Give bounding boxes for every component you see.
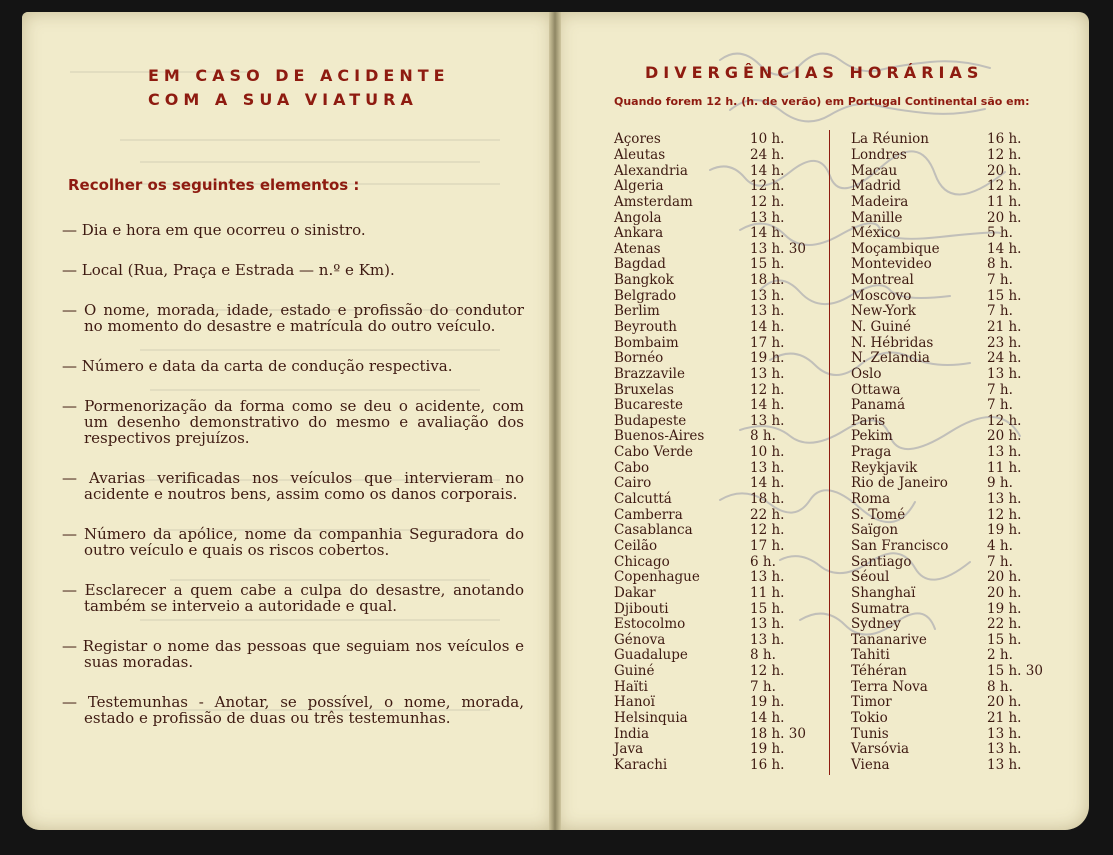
time-differences-title: DIVERGÊNCIAS HORÁRIAS xyxy=(645,63,984,82)
local-time: 2 h. xyxy=(987,647,1013,664)
place-name: Djibouti xyxy=(614,600,669,617)
local-time: 15 h. xyxy=(987,631,1022,648)
column-divider xyxy=(829,130,830,775)
accident-item: — Avarias verificadas nos veículos que intervieram no acidente e noutros bens, assim como os danos corporais. xyxy=(62,470,524,502)
place-name: La Réunion xyxy=(851,131,929,148)
time-row xyxy=(851,758,1057,774)
place-name: Aleutas xyxy=(614,146,666,163)
time-row xyxy=(851,460,1057,476)
local-time: 22 h. xyxy=(750,506,785,523)
time-row xyxy=(851,726,1057,742)
local-time: 20 h. xyxy=(987,209,1022,226)
local-time: 13 h. xyxy=(750,303,785,320)
place-name: Guiné xyxy=(614,663,655,680)
time-row xyxy=(851,210,1057,226)
time-row xyxy=(614,367,820,383)
place-name: N. Zelandia xyxy=(851,350,930,367)
time-row xyxy=(851,523,1057,539)
time-row xyxy=(851,586,1057,602)
local-time: 16 h. xyxy=(750,756,785,773)
time-row xyxy=(851,492,1057,508)
local-time: 18 h. xyxy=(750,491,785,508)
time-row xyxy=(614,210,820,226)
local-time: 17 h. xyxy=(750,334,785,351)
place-name: Manille xyxy=(851,209,903,226)
local-time: 13 h. xyxy=(750,412,785,429)
place-name: Casablanca xyxy=(614,522,693,539)
local-time: 12 h. xyxy=(987,178,1022,195)
time-row xyxy=(614,335,820,351)
place-name: Amsterdam xyxy=(614,193,693,210)
local-time: 14 h. xyxy=(750,710,785,727)
place-name: Dakar xyxy=(614,584,656,601)
place-name: N. Guiné xyxy=(851,319,912,335)
place-name: Copenhague xyxy=(614,569,700,586)
place-name: Angola xyxy=(614,209,662,226)
place-name: Bombaim xyxy=(614,334,679,351)
place-name: Montevideo xyxy=(851,256,932,273)
place-name: Estocolmo xyxy=(614,616,686,633)
local-time: 14 h. xyxy=(750,225,785,242)
time-row xyxy=(851,617,1057,633)
local-time: 16 h. xyxy=(987,131,1022,148)
accident-item: — Testemunhas - Anotar, se possível, o nome, morada, estado e profissão de duas ou três testemunhas. xyxy=(62,694,524,726)
place-name: Camberra xyxy=(614,506,683,523)
time-row xyxy=(851,398,1057,414)
place-name: Berlim xyxy=(614,303,660,320)
time-row xyxy=(614,742,820,758)
place-name: Rio de Janeiro xyxy=(851,475,948,492)
local-time: 19 h. xyxy=(987,522,1022,539)
local-time: 12 h. xyxy=(987,412,1022,429)
place-name: Oslo xyxy=(851,365,882,382)
time-row xyxy=(851,664,1057,680)
accident-title-line-1: EM CASO DE ACIDENTE xyxy=(148,66,450,85)
place-name: Ankara xyxy=(614,225,664,242)
place-name: Bagdad xyxy=(614,256,666,273)
time-row xyxy=(851,148,1057,164)
local-time: 12 h. xyxy=(987,146,1022,163)
local-time: 21 h. xyxy=(987,710,1022,727)
time-row xyxy=(851,445,1057,461)
place-name: Cabo xyxy=(614,459,650,476)
place-name: Montreal xyxy=(851,272,914,289)
local-time: 13 h. xyxy=(750,209,785,226)
place-name: Moscovo xyxy=(851,287,912,304)
place-name: Tunis xyxy=(851,725,889,742)
place-name: Praga xyxy=(851,444,892,461)
time-row xyxy=(851,335,1057,351)
time-row xyxy=(614,648,820,664)
time-row xyxy=(614,554,820,570)
time-row xyxy=(614,351,820,367)
time-row xyxy=(614,586,820,602)
time-row xyxy=(851,648,1057,664)
time-row xyxy=(614,195,820,211)
local-time: 18 h. xyxy=(750,272,785,289)
time-row xyxy=(851,633,1057,649)
place-name: Tahiti xyxy=(851,647,890,664)
local-time: 13 h. xyxy=(750,365,785,382)
place-name: Madeira xyxy=(851,193,909,210)
place-name: Açores xyxy=(614,131,661,148)
time-row xyxy=(614,273,820,289)
time-row xyxy=(851,554,1057,570)
place-name: Roma xyxy=(851,491,891,508)
local-time: 11 h. xyxy=(987,459,1022,476)
local-time: 11 h. xyxy=(750,584,785,601)
time-row xyxy=(614,445,820,461)
place-name: N. Hébridas xyxy=(851,334,934,351)
time-row xyxy=(851,367,1057,383)
accident-title xyxy=(148,64,450,112)
local-time: 23 h. xyxy=(987,334,1022,351)
local-time: 7 h. xyxy=(987,381,1013,398)
local-time: 15 h. 30 xyxy=(987,663,1043,680)
time-row xyxy=(851,414,1057,430)
local-time: 13 h. xyxy=(750,459,785,476)
local-time: 20 h. xyxy=(987,694,1022,711)
local-time: 7 h. xyxy=(987,272,1013,289)
time-row xyxy=(614,179,820,195)
local-time: 12 h. xyxy=(750,193,785,210)
time-row xyxy=(614,679,820,695)
place-name: Karachi xyxy=(614,756,668,773)
local-time: 12 h. xyxy=(750,522,785,539)
time-row xyxy=(614,523,820,539)
place-name: Timor xyxy=(851,694,892,711)
local-time: 14 h. xyxy=(750,475,785,492)
local-time: 13 h. 30 xyxy=(750,240,806,257)
place-name: Pekim xyxy=(851,428,893,445)
local-time: 20 h. xyxy=(987,162,1022,179)
local-time: 12 h. xyxy=(987,506,1022,523)
place-name: India xyxy=(614,725,650,742)
place-name: Ceilão xyxy=(614,537,658,554)
time-row xyxy=(851,476,1057,492)
local-time: 11 h. xyxy=(987,193,1022,210)
local-time: 6 h. xyxy=(750,553,776,570)
accident-item: — Esclarecer a quem cabe a culpa do desastre, anotando também se interveio a autoridade e qual. xyxy=(62,582,524,614)
place-name: Alexandria xyxy=(614,162,688,179)
time-row xyxy=(851,351,1057,367)
accident-item: — Pormenorização da forma como se deu o acidente, com um desenho demonstrativo do mesmo e avaliação dos respectivos prejuízos. xyxy=(62,398,524,446)
time-row xyxy=(851,679,1057,695)
time-row xyxy=(614,492,820,508)
time-row xyxy=(851,382,1057,398)
time-row xyxy=(614,132,820,148)
local-time: 13 h. xyxy=(987,444,1022,461)
place-name: Tananarive xyxy=(851,631,927,648)
time-row xyxy=(614,476,820,492)
place-name: San Francisco xyxy=(851,537,949,554)
time-row xyxy=(614,617,820,633)
place-name: Terra Nova xyxy=(851,678,928,695)
place-name: Reykjavik xyxy=(851,459,918,476)
place-name: México xyxy=(851,225,901,242)
time-row xyxy=(851,163,1057,179)
place-name: Shanghaï xyxy=(851,584,916,601)
time-row xyxy=(614,429,820,445)
place-name: Panamá xyxy=(851,397,906,414)
time-row xyxy=(614,570,820,586)
local-time: 14 h. xyxy=(750,319,785,335)
local-time: 13 h. xyxy=(750,631,785,648)
local-time: 10 h. xyxy=(750,444,785,461)
time-row xyxy=(851,179,1057,195)
local-time: 14 h. xyxy=(750,162,785,179)
local-time: 8 h. xyxy=(987,256,1013,273)
time-row xyxy=(851,601,1057,617)
time-row xyxy=(614,226,820,242)
place-name: Belgrado xyxy=(614,287,677,304)
time-row xyxy=(851,241,1057,257)
local-time: 9 h. xyxy=(987,475,1013,492)
time-row xyxy=(614,726,820,742)
local-time: 19 h. xyxy=(987,600,1022,617)
local-time: 13 h. xyxy=(750,287,785,304)
place-name: Saïgon xyxy=(851,522,899,539)
time-row xyxy=(851,570,1057,586)
place-name: Téhéran xyxy=(851,663,907,680)
local-time: 14 h. xyxy=(750,397,785,414)
time-row xyxy=(851,320,1057,336)
place-name: Bucareste xyxy=(614,397,684,414)
time-table-column-b xyxy=(851,132,1057,773)
time-row xyxy=(614,695,820,711)
local-time: 12 h. xyxy=(750,663,785,680)
local-time: 13 h. xyxy=(987,365,1022,382)
local-time: 17 h. xyxy=(750,537,785,554)
place-name: Algeria xyxy=(614,178,664,195)
local-time: 20 h. xyxy=(987,584,1022,601)
local-time: 10 h. xyxy=(750,131,785,148)
local-time: 13 h. xyxy=(987,491,1022,508)
place-name: Calcuttá xyxy=(614,491,672,508)
place-name: Hanoï xyxy=(614,694,655,711)
local-time: 8 h. xyxy=(750,428,776,445)
time-row xyxy=(851,539,1057,555)
accident-items-list xyxy=(62,222,524,750)
time-row xyxy=(614,758,820,774)
local-time: 18 h. 30 xyxy=(750,725,806,742)
time-row xyxy=(851,695,1057,711)
local-time: 7 h. xyxy=(987,303,1013,320)
local-time: 12 h. xyxy=(750,381,785,398)
local-time: 8 h. xyxy=(987,678,1013,695)
place-name: Helsinquia xyxy=(614,710,688,727)
local-time: 19 h. xyxy=(750,694,785,711)
time-row xyxy=(614,633,820,649)
time-row xyxy=(851,288,1057,304)
local-time: 13 h. xyxy=(987,725,1022,742)
place-name: Bangkok xyxy=(614,272,674,289)
time-row xyxy=(851,257,1057,273)
time-row xyxy=(851,195,1057,211)
place-name: Londres xyxy=(851,146,907,163)
time-row xyxy=(851,742,1057,758)
time-row xyxy=(614,382,820,398)
local-time: 20 h. xyxy=(987,428,1022,445)
accident-subtitle: Recolher os seguintes elementos : xyxy=(68,176,360,194)
time-row xyxy=(851,507,1057,523)
place-name: Santiago xyxy=(851,553,912,570)
time-row xyxy=(614,257,820,273)
local-time: 14 h. xyxy=(987,240,1022,257)
local-time: 12 h. xyxy=(750,178,785,195)
place-name: Sydney xyxy=(851,616,901,633)
local-time: 20 h. xyxy=(987,569,1022,586)
time-row xyxy=(614,163,820,179)
place-name: Budapeste xyxy=(614,412,687,429)
local-time: 13 h. xyxy=(750,569,785,586)
local-time: 19 h. xyxy=(750,741,785,758)
place-name: Viena xyxy=(851,756,890,773)
book-spine xyxy=(549,12,561,830)
place-name: Macau xyxy=(851,162,898,179)
time-differences-subtitle: Quando forem 12 h. (h. de verão) em Portugal Continental são em: xyxy=(614,95,1030,108)
time-row xyxy=(614,664,820,680)
place-name: New-York xyxy=(851,303,916,320)
local-time: 5 h. xyxy=(987,225,1013,242)
accident-item: — Local (Rua, Praça e Estrada — n.º e Km). xyxy=(62,262,524,278)
place-name: S. Tomé xyxy=(851,506,906,523)
local-time: 24 h. xyxy=(987,350,1022,367)
place-name: Chicago xyxy=(614,553,670,570)
local-time: 7 h. xyxy=(987,553,1013,570)
place-name: Guadalupe xyxy=(614,647,688,664)
local-time: 7 h. xyxy=(987,397,1013,414)
place-name: Ottawa xyxy=(851,381,901,398)
time-row xyxy=(614,414,820,430)
time-row xyxy=(614,148,820,164)
local-time: 15 h. xyxy=(750,256,785,273)
time-row xyxy=(614,507,820,523)
time-row xyxy=(614,288,820,304)
place-name: Séoul xyxy=(851,569,890,586)
local-time: 13 h. xyxy=(987,756,1022,773)
time-row xyxy=(614,539,820,555)
time-row xyxy=(614,241,820,257)
local-time: 15 h. xyxy=(750,600,785,617)
time-row xyxy=(851,304,1057,320)
accident-item: — Número da apólice, nome da companhia Seguradora do outro veículo e quais os riscos cobertos. xyxy=(62,526,524,558)
place-name: Buenos-Aires xyxy=(614,428,705,445)
time-row xyxy=(851,226,1057,242)
local-time: 19 h. xyxy=(750,350,785,367)
place-name: Moçambique xyxy=(851,240,940,257)
place-name: Paris xyxy=(851,412,886,429)
place-name: Madrid xyxy=(851,178,901,195)
time-row xyxy=(614,460,820,476)
accident-item: — Dia e hora em que ocorreu o sinistro. xyxy=(62,222,524,238)
time-table-column-a xyxy=(614,132,820,773)
place-name: Haïti xyxy=(614,678,648,695)
place-name: Bruxelas xyxy=(614,381,674,398)
local-time: 4 h. xyxy=(987,537,1013,554)
time-row xyxy=(851,273,1057,289)
time-row xyxy=(614,711,820,727)
place-name: Brazzavile xyxy=(614,365,685,382)
place-name: Génova xyxy=(614,631,666,648)
accident-item: — Registar o nome das pessoas que seguiam nos veículos e suas moradas. xyxy=(62,638,524,670)
local-time: 22 h. xyxy=(987,616,1022,633)
time-row xyxy=(614,320,820,336)
local-time: 13 h. xyxy=(750,616,785,633)
local-time: 7 h. xyxy=(750,678,776,695)
place-name: Java xyxy=(614,741,644,758)
time-row xyxy=(851,711,1057,727)
local-time: 21 h. xyxy=(987,319,1022,335)
time-row xyxy=(614,398,820,414)
time-row xyxy=(851,429,1057,445)
place-name: Beyrouth xyxy=(614,319,677,335)
time-row xyxy=(614,601,820,617)
local-time: 24 h. xyxy=(750,146,785,163)
local-time: 13 h. xyxy=(987,741,1022,758)
place-name: Atenas xyxy=(614,240,661,257)
accident-item: — Número e data da carta de condução respectiva. xyxy=(62,358,524,374)
place-name: Varsóvia xyxy=(851,741,910,758)
place-name: Cabo Verde xyxy=(614,444,694,461)
accident-item: — O nome, morada, idade, estado e profissão do condutor no momento do desastre e matrícula do outro veículo. xyxy=(62,302,524,334)
time-row xyxy=(851,132,1057,148)
place-name: Cairo xyxy=(614,475,652,492)
time-row xyxy=(614,304,820,320)
local-time: 8 h. xyxy=(750,647,776,664)
place-name: Sumatra xyxy=(851,600,910,617)
place-name: Bornéo xyxy=(614,350,664,367)
accident-title-line-2: COM A SUA VIATURA xyxy=(148,90,418,109)
place-name: Tokio xyxy=(851,710,888,727)
local-time: 15 h. xyxy=(987,287,1022,304)
